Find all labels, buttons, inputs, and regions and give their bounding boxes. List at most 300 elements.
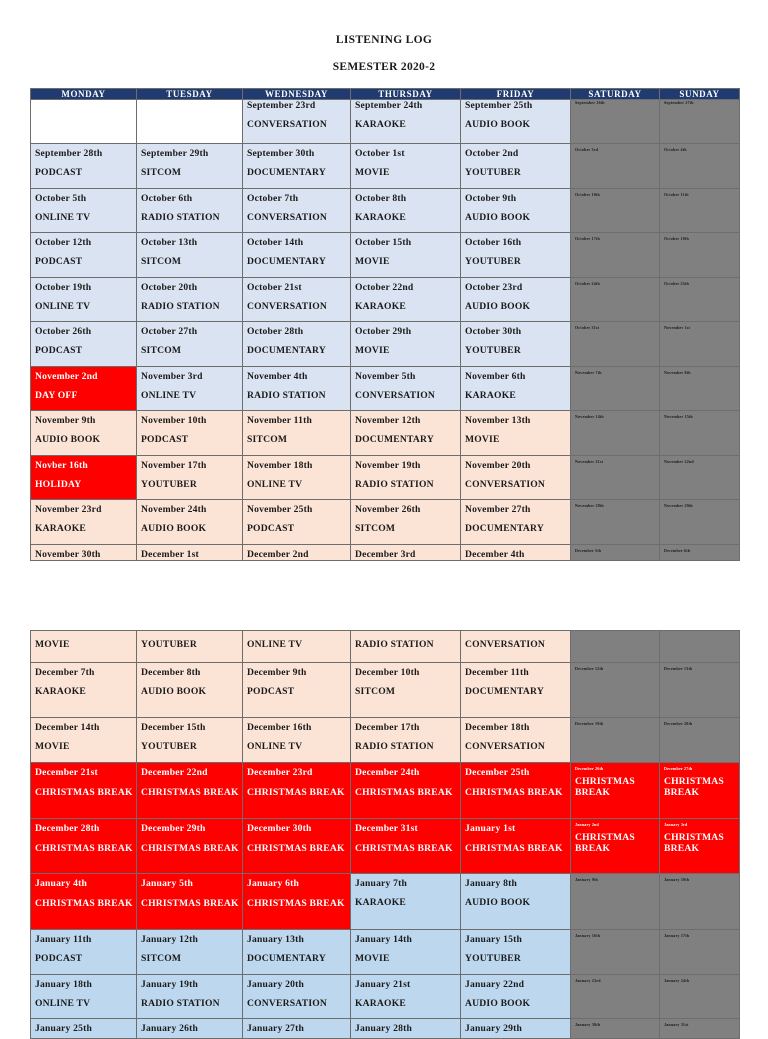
- calendar-cell: [351, 411, 461, 456]
- calendar-cell: [571, 631, 660, 663]
- calendar-cell: [243, 322, 351, 367]
- cell-activity: ONLINE TV: [141, 390, 197, 401]
- cell-activity: CHRISTMAS BREAK: [355, 787, 453, 798]
- calendar-cell: [243, 456, 351, 500]
- calendar-cell: [461, 819, 571, 874]
- cell-activity: KARAOKE: [465, 390, 516, 401]
- cell-date: January 11th: [35, 934, 92, 945]
- calendar-cell: [351, 545, 461, 561]
- calendar-cell: [137, 631, 243, 663]
- cell-activity: ONLINE TV: [247, 639, 303, 650]
- cell-activity: RADIO STATION: [355, 639, 434, 650]
- cell-activity: DOCUMENTARY: [465, 523, 544, 534]
- calendar-cell: [571, 322, 660, 367]
- table-row: [31, 189, 740, 233]
- cell-activity: CHRISTMAS BREAK: [141, 898, 239, 909]
- cell-activity: RADIO STATION: [355, 741, 434, 752]
- calendar-cell: [571, 975, 660, 1019]
- cell-date: September 28th: [35, 148, 103, 159]
- cell-date: October 8th: [355, 193, 407, 204]
- cell-date: January 12th: [141, 934, 199, 945]
- calendar-cell: [31, 233, 137, 278]
- day-header-thursday: THURSDAY: [351, 89, 461, 100]
- calendar-cell: [243, 278, 351, 322]
- cell-date: October 2nd: [465, 148, 519, 159]
- day-header-wednesday: WEDNESDAY: [243, 89, 351, 100]
- day-header-monday: MONDAY: [31, 89, 137, 100]
- cell-activity: CHRISTMAS BREAK: [35, 843, 133, 854]
- calendar-cell: [31, 278, 137, 322]
- calendar-cell: [243, 975, 351, 1019]
- table-row: [31, 144, 740, 189]
- cell-date: November 28th: [575, 503, 604, 508]
- calendar-cell: [31, 874, 137, 930]
- calendar-cell: [660, 1019, 740, 1039]
- cell-date: January 15th: [465, 934, 523, 945]
- cell-date: November 6th: [465, 371, 526, 382]
- cell-date: January 22nd: [465, 979, 525, 990]
- cell-activity: AUDIO BOOK: [465, 119, 531, 130]
- calendar-cell: [351, 631, 461, 663]
- calendar-cell: [243, 1019, 351, 1039]
- cell-activity: AUDIO BOOK: [465, 301, 531, 312]
- calendar-cell: [461, 975, 571, 1019]
- calendar-cell: [571, 411, 660, 456]
- calendar-cell: [243, 874, 351, 930]
- cell-date: January 13th: [247, 934, 305, 945]
- cell-activity: CONVERSATION: [247, 212, 328, 223]
- cell-date: December 8th: [141, 667, 201, 678]
- cell-date: October 31st: [575, 325, 600, 330]
- calendar-cell: [571, 456, 660, 500]
- cell-activity: CHRISTMAS BREAK: [247, 787, 345, 798]
- cell-activity: YOUTUBER: [141, 479, 197, 490]
- cell-date: October 18th: [664, 236, 689, 241]
- cell-date: January 19th: [141, 979, 199, 990]
- table-row: [31, 763, 740, 819]
- calendar-cell: [243, 631, 351, 663]
- cell-date: November 7th: [575, 370, 602, 375]
- calendar-cell: [137, 100, 243, 144]
- calendar-cell: [243, 233, 351, 278]
- calendar-cell: [243, 144, 351, 189]
- calendar-cell: [31, 411, 137, 456]
- calendar-cell: [31, 975, 137, 1019]
- cell-activity: PODCAST: [35, 167, 83, 178]
- cell-date: December 30th: [247, 823, 312, 834]
- cell-activity: ONLINE TV: [247, 741, 303, 752]
- cell-date: December 4th: [465, 549, 525, 560]
- calendar-cell: [351, 189, 461, 233]
- calendar-cell: [31, 322, 137, 367]
- calendar-cell: [31, 500, 137, 545]
- cell-date: December 31st: [355, 823, 418, 834]
- cell-activity: DOCUMENTARY: [247, 167, 326, 178]
- cell-date: October 1st: [355, 148, 405, 159]
- cell-date: December 1st: [141, 549, 199, 560]
- calendar-cell: [660, 189, 740, 233]
- cell-date: Novber 16th: [35, 460, 88, 471]
- cell-date: November 3rd: [141, 371, 203, 382]
- calendar-cell: [137, 189, 243, 233]
- cell-date: November 22nd: [664, 459, 694, 464]
- cell-date: October 29th: [355, 326, 412, 337]
- calendar-cell: [137, 411, 243, 456]
- cell-date: December 16th: [247, 722, 312, 733]
- cell-activity: YOUTUBER: [465, 345, 521, 356]
- calendar-cell: [660, 545, 740, 561]
- calendar-cell: [571, 144, 660, 189]
- cell-date: November 29th: [664, 503, 693, 508]
- cell-date: September 25th: [465, 100, 533, 111]
- calendar-cell: [137, 763, 243, 819]
- cell-activity: KARAOKE: [355, 119, 406, 130]
- cell-date: September 23rd: [247, 100, 316, 111]
- cell-date: January 26th: [141, 1023, 199, 1034]
- calendar-cell: [31, 663, 137, 718]
- cell-date: October 21st: [247, 282, 302, 293]
- cell-activity: MOVIE: [465, 434, 500, 445]
- cell-date: January 3rd: [664, 822, 688, 827]
- calendar-cell: [571, 663, 660, 718]
- cell-activity: RADIO STATION: [141, 301, 220, 312]
- cell-date: October 7th: [247, 193, 299, 204]
- table-row: [31, 100, 740, 144]
- cell-date: December 24th: [355, 767, 420, 778]
- calendar-cell: [351, 663, 461, 718]
- cell-date: October 9th: [465, 193, 517, 204]
- cell-activity: YOUTUBER: [465, 256, 521, 267]
- cell-date: November 27th: [465, 504, 531, 515]
- calendar-cell: [137, 144, 243, 189]
- calendar-cell: [571, 367, 660, 411]
- calendar-cell: [243, 545, 351, 561]
- calendar-cell: [31, 718, 137, 763]
- calendar-cell: [351, 322, 461, 367]
- cell-date: September 27th: [664, 100, 694, 105]
- cell-activity: KARAOKE: [35, 686, 86, 697]
- schedule-table-1: [30, 88, 740, 561]
- cell-date: December 22nd: [141, 767, 208, 778]
- cell-date: December 20th: [664, 721, 693, 726]
- calendar-cell: [660, 663, 740, 718]
- cell-date: December 28th: [35, 823, 100, 834]
- cell-date: December 21st: [35, 767, 98, 778]
- cell-date: September 29th: [141, 148, 209, 159]
- cell-date: November 4th: [247, 371, 308, 382]
- cell-activity: AUDIO BOOK: [465, 212, 531, 223]
- cell-date: October 12th: [35, 237, 92, 248]
- calendar-cell: [571, 100, 660, 144]
- calendar-cell: [137, 975, 243, 1019]
- calendar-cell: [137, 663, 243, 718]
- table-row: [31, 500, 740, 545]
- calendar-cell: [571, 545, 660, 561]
- table-row: [31, 930, 740, 975]
- cell-date: October 13th: [141, 237, 198, 248]
- cell-date: October 20th: [141, 282, 198, 293]
- cell-date: January 1st: [465, 823, 516, 834]
- cell-date: October 27th: [141, 326, 198, 337]
- cell-date: January 8th: [465, 878, 518, 889]
- table-row: [31, 819, 740, 874]
- table-row: [31, 367, 740, 411]
- cell-date: December 14th: [35, 722, 100, 733]
- cell-activity: CHRISTMAS BREAK: [247, 898, 345, 909]
- cell-date: November 12th: [355, 415, 421, 426]
- calendar-cell: [461, 189, 571, 233]
- calendar-cell: [660, 975, 740, 1019]
- calendar-cell: [461, 322, 571, 367]
- calendar-cell: [243, 189, 351, 233]
- calendar-cell: [243, 411, 351, 456]
- calendar-cell: [660, 631, 740, 663]
- cell-date: November 30th: [35, 549, 101, 560]
- calendar-cell: [571, 819, 660, 874]
- cell-activity: CHRISTMAS BREAK: [465, 843, 563, 854]
- calendar-cell: [31, 631, 137, 663]
- calendar-cell: [31, 763, 137, 819]
- cell-activity: CONVERSATION: [465, 741, 546, 752]
- cell-date: November 24th: [141, 504, 207, 515]
- calendar-cell: [137, 545, 243, 561]
- cell-date: October 24th: [575, 281, 600, 286]
- cell-activity: AUDIO BOOK: [35, 434, 101, 445]
- calendar-cell: [571, 233, 660, 278]
- calendar-cell: [571, 930, 660, 975]
- cell-date: November 17th: [141, 460, 207, 471]
- calendar-cell: [461, 545, 571, 561]
- calendar-cell: [461, 663, 571, 718]
- cell-date: December 12th: [575, 666, 604, 671]
- cell-date: December 6th: [664, 548, 691, 553]
- calendar-cell: [461, 411, 571, 456]
- cell-date: December 18th: [465, 722, 530, 733]
- calendar-cell: [243, 930, 351, 975]
- cell-date: November 15th: [664, 414, 693, 419]
- cell-date: October 4th: [664, 147, 687, 152]
- cell-date: October 15th: [355, 237, 412, 248]
- cell-date: January 6th: [247, 878, 300, 889]
- calendar-cell: [660, 411, 740, 456]
- calendar-cell: [351, 819, 461, 874]
- cell-activity: PODCAST: [35, 953, 83, 964]
- cell-date: January 18th: [35, 979, 93, 990]
- table-row: [31, 663, 740, 718]
- calendar-cell: [31, 545, 137, 561]
- cell-date: January 7th: [355, 878, 408, 889]
- calendar-cell: [461, 631, 571, 663]
- cell-date: December 7th: [35, 667, 95, 678]
- cell-activity: CHRISTMAS BREAK: [141, 787, 239, 798]
- table-row: [31, 718, 740, 763]
- cell-date: October 11th: [664, 192, 689, 197]
- calendar-cell: [351, 100, 461, 144]
- calendar-cell: [137, 874, 243, 930]
- calendar-cell: [243, 367, 351, 411]
- cell-activity: CHRISTMAS BREAK: [35, 898, 133, 909]
- calendar-cell: [351, 144, 461, 189]
- cell-date: December 27th: [664, 766, 693, 771]
- calendar-cell: [243, 663, 351, 718]
- calendar-cell: [571, 278, 660, 322]
- cell-activity: CHRISTMAS BREAK: [664, 776, 724, 798]
- cell-activity: RADIO STATION: [141, 998, 220, 1009]
- cell-date: November 10th: [141, 415, 207, 426]
- calendar-cell: [137, 233, 243, 278]
- calendar-cell: [243, 100, 351, 144]
- cell-activity: CONVERSATION: [465, 639, 546, 650]
- cell-activity: CHRISTMAS BREAK: [664, 832, 724, 854]
- cell-date: December 2nd: [247, 549, 309, 560]
- cell-date: October 19th: [35, 282, 92, 293]
- calendar-cell: [351, 456, 461, 500]
- cell-activity: MOVIE: [355, 345, 390, 356]
- cell-activity: SITCOM: [141, 953, 182, 964]
- cell-activity: PODCAST: [247, 686, 295, 697]
- table-row: [31, 278, 740, 322]
- calendar-cell: [660, 367, 740, 411]
- cell-activity: ONLINE TV: [35, 212, 91, 223]
- calendar-cell: [660, 144, 740, 189]
- day-header-tuesday: TUESDAY: [137, 89, 243, 100]
- calendar-cell: [571, 718, 660, 763]
- cell-date: December 15th: [141, 722, 206, 733]
- cell-date: December 5th: [575, 548, 602, 553]
- cell-date: October 25th: [664, 281, 689, 286]
- cell-activity: DOCUMENTARY: [355, 434, 434, 445]
- calendar-cell: [660, 874, 740, 930]
- table-row: [31, 874, 740, 930]
- table-row: [31, 975, 740, 1019]
- calendar-cell: [461, 278, 571, 322]
- calendar-cell: [351, 874, 461, 930]
- cell-activity: CHRISTMAS BREAK: [247, 843, 345, 854]
- cell-date: December 13th: [664, 666, 693, 671]
- calendar-cell: [351, 718, 461, 763]
- schedule-body-1: [31, 100, 740, 561]
- cell-date: October 14th: [247, 237, 304, 248]
- cell-date: October 16th: [465, 237, 522, 248]
- table-row: [31, 631, 740, 663]
- calendar-cell: [137, 278, 243, 322]
- cell-date: October 10th: [575, 192, 600, 197]
- schedule-body-2: [31, 631, 740, 1039]
- calendar-cell: [351, 763, 461, 819]
- cell-date: October 23rd: [465, 282, 523, 293]
- cell-date: January 2nd: [575, 822, 599, 827]
- cell-date: January 9th: [575, 877, 598, 882]
- calendar-cell: [137, 718, 243, 763]
- calendar-cell: [31, 100, 137, 144]
- cell-date: December 9th: [247, 667, 307, 678]
- calendar-cell: [351, 233, 461, 278]
- cell-activity: RADIO STATION: [247, 390, 326, 401]
- cell-activity: RADIO STATION: [355, 479, 434, 490]
- cell-activity: YOUTUBER: [141, 639, 197, 650]
- cell-date: January 28th: [355, 1023, 413, 1034]
- calendar-cell: [660, 100, 740, 144]
- calendar-cell: [31, 930, 137, 975]
- calendar-cell: [571, 500, 660, 545]
- cell-date: November 25th: [247, 504, 313, 515]
- calendar-cell: [31, 819, 137, 874]
- cell-activity: CHRISTMAS BREAK: [575, 832, 635, 854]
- cell-activity: HOLIDAY: [35, 479, 82, 490]
- calendar-cell: [461, 100, 571, 144]
- cell-date: January 5th: [141, 878, 194, 889]
- calendar-cell: [660, 322, 740, 367]
- table-row: [31, 1019, 740, 1039]
- cell-date: October 28th: [247, 326, 304, 337]
- cell-activity: ONLINE TV: [35, 301, 91, 312]
- calendar-cell: [137, 500, 243, 545]
- cell-activity: ONLINE TV: [35, 998, 91, 1009]
- calendar-cell: [571, 189, 660, 233]
- cell-date: October 3rd: [575, 147, 599, 152]
- calendar-cell: [243, 763, 351, 819]
- calendar-cell: [137, 367, 243, 411]
- table-row: [31, 233, 740, 278]
- cell-activity: MOVIE: [35, 741, 70, 752]
- cell-date: January 16th: [575, 933, 601, 938]
- cell-date: October 6th: [141, 193, 193, 204]
- cell-date: December 19th: [575, 721, 604, 726]
- cell-activity: DAY OFF: [35, 390, 78, 401]
- cell-date: December 11th: [465, 667, 529, 678]
- cell-date: September 24th: [355, 100, 423, 111]
- cell-activity: AUDIO BOOK: [465, 998, 531, 1009]
- calendar-cell: [660, 233, 740, 278]
- cell-activity: PODCAST: [141, 434, 189, 445]
- cell-activity: CONVERSATION: [465, 479, 546, 490]
- cell-date: January 24th: [664, 978, 690, 983]
- cell-date: November 26th: [355, 504, 421, 515]
- calendar-cell: [351, 1019, 461, 1039]
- cell-activity: ONLINE TV: [247, 479, 303, 490]
- calendar-cell: [660, 718, 740, 763]
- calendar-cell: [461, 367, 571, 411]
- cell-activity: KARAOKE: [35, 523, 86, 534]
- cell-activity: RADIO STATION: [141, 212, 220, 223]
- table-row: [31, 456, 740, 500]
- calendar-cell: [351, 975, 461, 1019]
- calendar-cell: [660, 763, 740, 819]
- cell-date: January 25th: [35, 1023, 93, 1034]
- cell-activity: CONVERSATION: [247, 119, 328, 130]
- cell-date: January 23rd: [575, 978, 601, 983]
- cell-activity: CHRISTMAS BREAK: [575, 776, 635, 798]
- cell-date: January 30th: [575, 1022, 601, 1027]
- day-header-row: [31, 89, 740, 100]
- cell-date: November 23rd: [35, 504, 102, 515]
- cell-activity: YOUTUBER: [465, 953, 521, 964]
- cell-date: October 5th: [35, 193, 87, 204]
- cell-activity: KARAOKE: [355, 301, 406, 312]
- cell-date: December 26th: [575, 766, 604, 771]
- calendar-cell: [31, 367, 137, 411]
- cell-activity: MOVIE: [355, 953, 390, 964]
- day-header-sunday: SUNDAY: [660, 89, 740, 100]
- cell-date: December 25th: [465, 767, 530, 778]
- cell-date: October 26th: [35, 326, 92, 337]
- calendar-cell: [243, 718, 351, 763]
- cell-activity: SITCOM: [247, 434, 288, 445]
- calendar-cell: [137, 322, 243, 367]
- calendar-cell: [31, 189, 137, 233]
- cell-date: January 17th: [664, 933, 690, 938]
- calendar-cell: [461, 930, 571, 975]
